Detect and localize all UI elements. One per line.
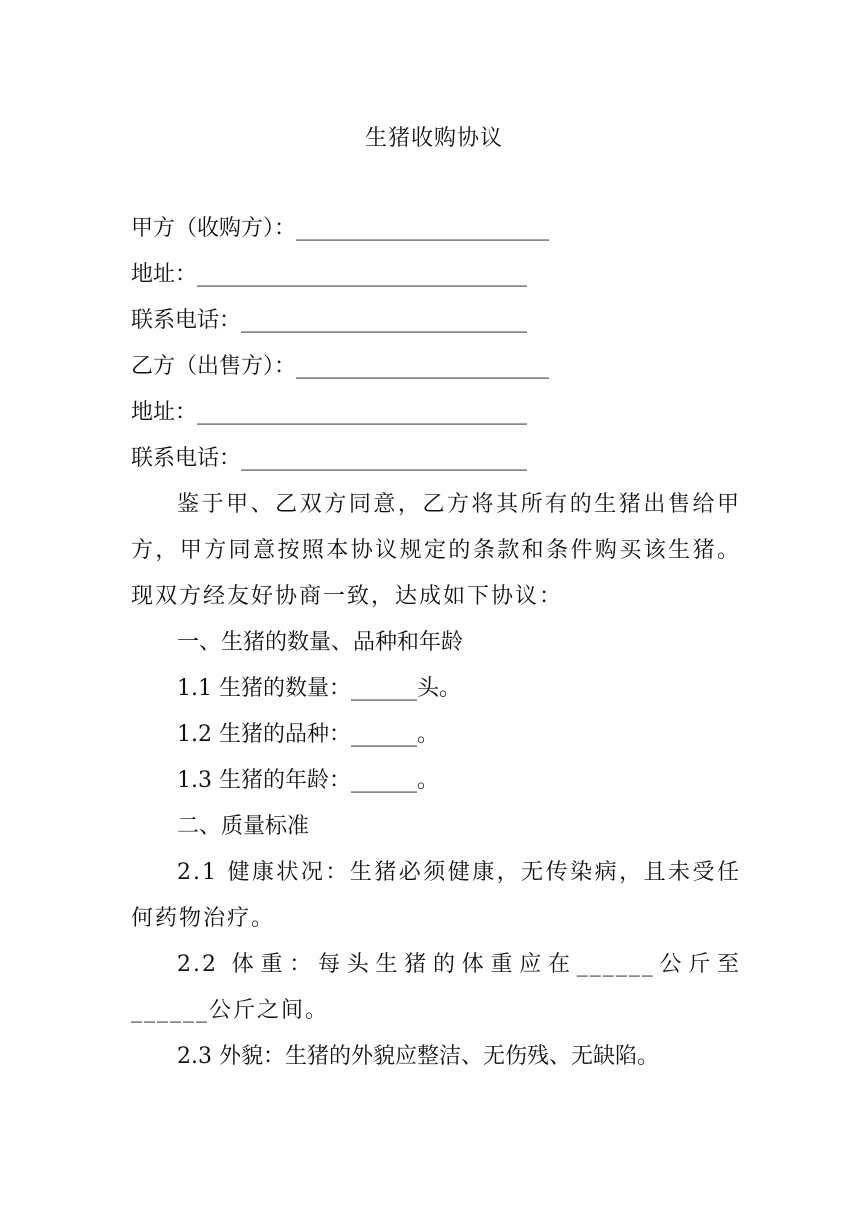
document-body [131,206,741,1080]
item-2-3: 2.3 外貌：生猪的外貌应整洁、无伤残、无缺陷。 [177,1044,659,1069]
party-a-line: 甲方（收购方）：_______________________ [131,216,550,241]
party-a-address-line: 地址：______________________________ [131,262,528,287]
party-a-phone-line: 联系电话：__________________________ [131,308,528,333]
section-2-heading: 二、质量标准 [177,814,310,839]
document-title: 生猪收购协议 [364,126,503,151]
item-2-2: 2.2 体重：每头生猪的体重应在______公斤至______公斤之间。 [131,952,741,1023]
party-b-line: 乙方（出售方）：_______________________ [131,354,550,379]
preamble-paragraph: 鉴于甲、乙双方同意，乙方将其所有的生猪出售给甲方，甲方同意按照本协议规定的条款和条件购买该生猪。现双方经友好协商一致，达成如下协议： [131,492,741,609]
party-b-phone-line: 联系电话：__________________________ [131,446,528,471]
item-2-1: 2.1 健康状况：生猪必须健康，无传染病，且未受任何药物治疗。 [131,860,741,931]
item-1-3: 1.3 生猪的年龄：______。 [177,768,439,793]
item-1-2: 1.2 生猪的品种：______。 [177,722,439,747]
party-b-address-line: 地址：______________________________ [131,400,528,425]
item-1-1: 1.1 生猪的数量：______头。 [177,676,461,701]
section-1-heading: 一、生猪的数量、品种和年龄 [177,630,464,655]
